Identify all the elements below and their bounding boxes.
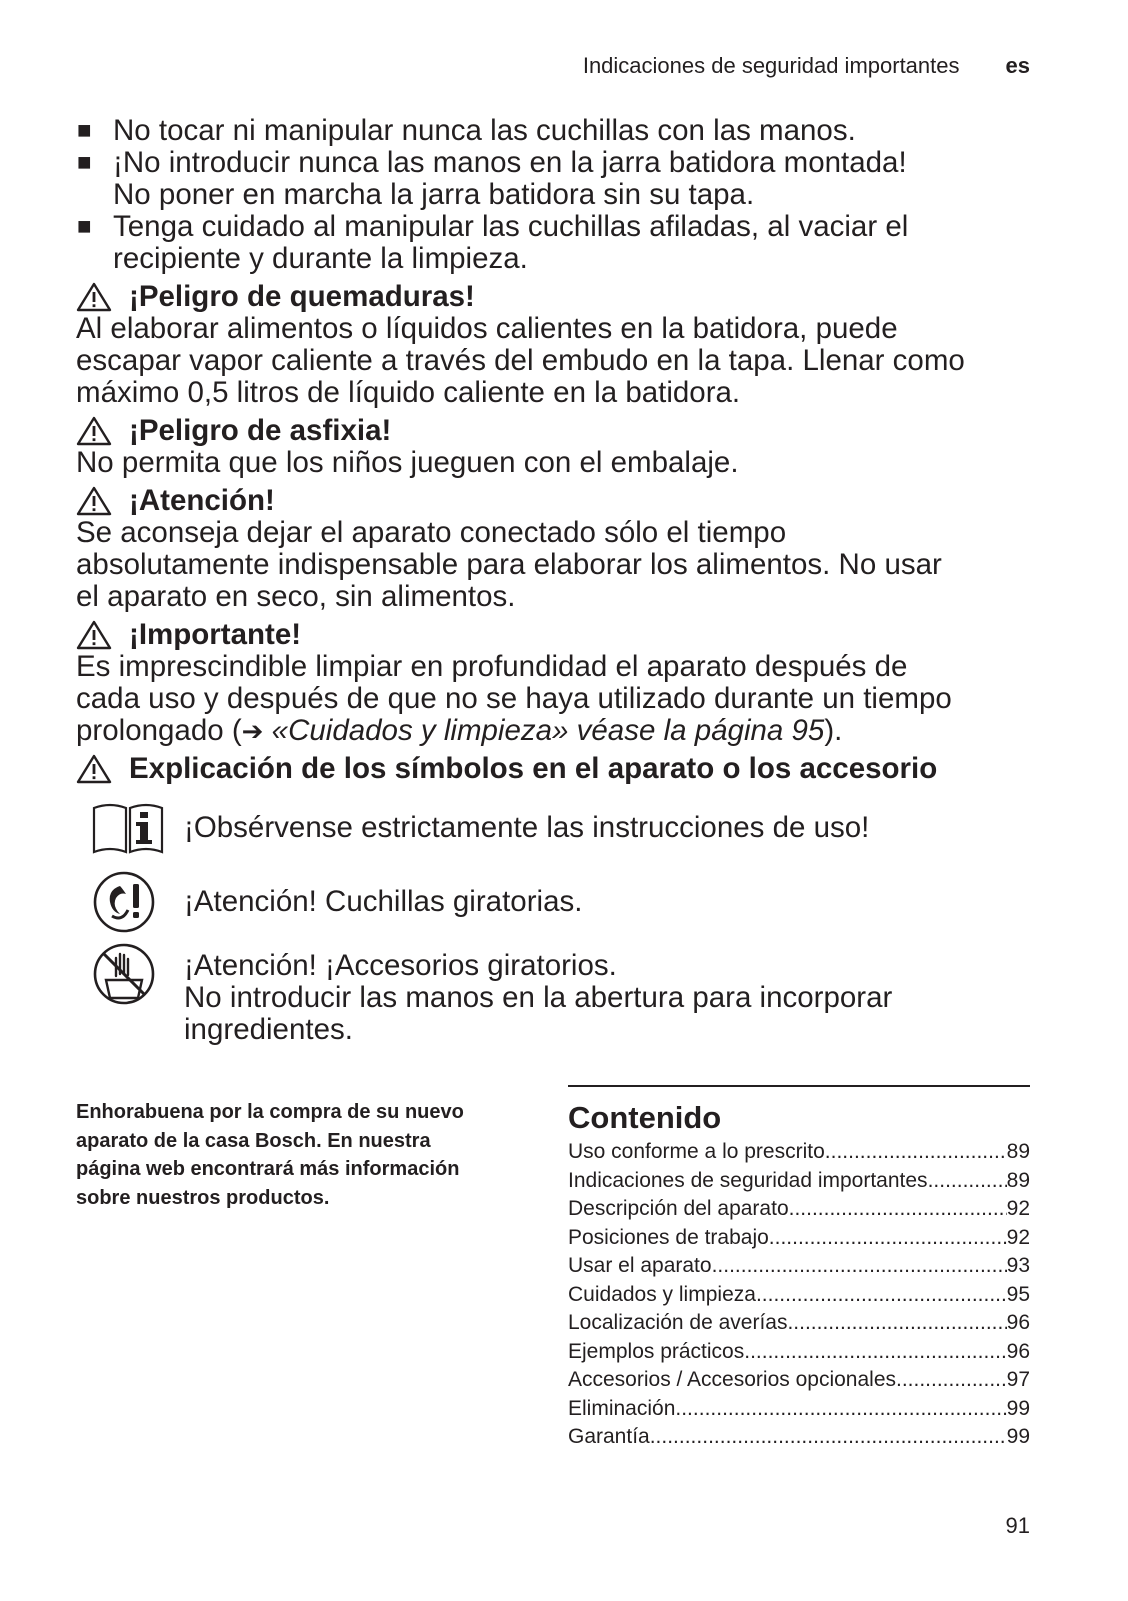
symbol-text: ¡Atención! Cuchillas giratorias. [184, 885, 583, 918]
arrow-right-icon: ➔ [241, 716, 264, 746]
warning-title: ¡Importante! [129, 618, 302, 651]
bullet-text: Tenga cuidado al manipular las cuchillas afiladas, al vaciar el [113, 210, 909, 243]
toc-leader-dots [769, 1224, 1007, 1253]
toc-entry-page: 92 [1006, 1197, 1030, 1220]
bullet-marker: ■ [77, 213, 92, 240]
page-number: 91 [1005, 1513, 1030, 1538]
toc-entry-label: Indicaciones de seguridad importantes [568, 1168, 928, 1192]
toc-leader-dots [825, 1138, 1007, 1167]
toc-entry-label: Accesorios / Accesorios opcionales [568, 1368, 896, 1391]
toc-entry-page: 99 [1006, 1396, 1030, 1420]
bullet-continuation [76, 179, 1056, 211]
toc-entry[interactable] [568, 1252, 1030, 1281]
toc-entry[interactable] [568, 1167, 1030, 1196]
toc-entry-page: 96 [1006, 1311, 1030, 1334]
toc-entry-label: Garantía [568, 1425, 650, 1448]
bullet-item [76, 147, 1056, 179]
bullet-text: No poner en marcha la jarra batidora sin su tapa. [113, 178, 755, 211]
welcome-line: sobre nuestros productos. [76, 1186, 330, 1209]
warning-heading-burn [76, 281, 1056, 313]
welcome-message [76, 1098, 546, 1212]
table-of-contents [568, 1085, 1030, 1452]
running-header [430, 53, 1030, 79]
toc-entry-label: Uso conforme a lo prescrito [568, 1140, 825, 1163]
warning-triangle-icon [76, 620, 112, 650]
warning-heading-important [76, 619, 1056, 651]
text-suffix: ). [824, 714, 843, 747]
toc-title: Contenido [568, 1100, 722, 1135]
warning-triangle-icon [76, 486, 112, 516]
toc-leader-dots [896, 1366, 1007, 1395]
toc-entry-label: Usar el aparato [568, 1254, 712, 1277]
toc-entry[interactable] [568, 1423, 1030, 1452]
toc-leader-dots [712, 1252, 1007, 1281]
toc-entry-page: 97 [1006, 1368, 1030, 1391]
welcome-line: página web encontrará más información [76, 1158, 460, 1180]
warning-triangle-icon [76, 754, 112, 784]
toc-list [568, 1138, 1030, 1452]
toc-leader-dots [675, 1395, 1006, 1424]
toc-entry-page: 89 [1006, 1140, 1030, 1163]
toc-entry[interactable] [568, 1395, 1030, 1424]
toc-entry-label: Eliminación [568, 1396, 676, 1420]
warning-text: No permita que los niños jueguen con el embalaje. [76, 446, 739, 479]
warning-heading-attention [76, 485, 1056, 517]
toc-entry-page: 93 [1006, 1254, 1030, 1277]
warning-text: el aparato en seco, sin alimentos. [76, 580, 516, 613]
toc-entry[interactable] [568, 1224, 1030, 1253]
toc-entry[interactable] [568, 1138, 1030, 1167]
toc-entry-page: 89 [1006, 1168, 1030, 1192]
toc-entry-label: Ejemplos prácticos [568, 1339, 745, 1363]
book-info-icon [92, 800, 164, 856]
symbol-text: ¡Atención! ¡Accesorios giratorios. [184, 949, 617, 982]
bullet-item [76, 211, 1056, 243]
warning-text: absolutamente indispensable para elaborar los alimentos. No usar [76, 548, 942, 581]
toc-entry-page: 95 [1006, 1282, 1030, 1306]
toc-leader-dots [928, 1167, 1007, 1196]
bullet-text: ¡No introducir nunca las manos en la jarra batidora montada! [113, 146, 907, 179]
warning-triangle-icon [76, 416, 112, 446]
warning-title: Explicación de los símbolos en el aparato o los accesorio [129, 752, 938, 785]
bullet-item [76, 115, 1056, 147]
bullet-continuation [76, 243, 1056, 275]
warning-title: ¡Atención! [129, 484, 275, 517]
cross-reference-link[interactable]: «Cuidados y limpieza» véase la página 95 [271, 714, 825, 747]
bullet-text: No tocar ni manipular nunca las cuchillas con las manos. [113, 114, 856, 147]
header-title: Indicaciones de seguridad importantes [582, 53, 960, 78]
bullet-text: recipiente y durante la limpieza. [113, 242, 528, 275]
warning-text: Se aconseja dejar el aparato conectado sólo el tiempo [76, 516, 787, 549]
toc-entry-label: Posiciones de trabajo [568, 1225, 769, 1249]
toc-leader-dots [787, 1309, 1006, 1338]
warning-heading-suffocation [76, 415, 1056, 447]
toc-entry[interactable] [568, 1338, 1030, 1367]
toc-entry[interactable] [568, 1309, 1030, 1338]
toc-leader-dots [756, 1281, 1007, 1310]
toc-entry-label: Descripción del aparato [568, 1197, 789, 1220]
warning-text [76, 715, 1056, 747]
symbol-text: ¡Obsérvense estrictamente las instrucciones de uso! [184, 811, 870, 844]
warning-text: Al elaborar alimentos o líquidos calientes en la batidora, puede [76, 312, 898, 345]
warning-text: máximo 0,5 litros de líquido caliente en la batidora. [76, 376, 741, 409]
warning-title: ¡Peligro de asfixia! [129, 414, 392, 447]
toc-entry-label: Cuidados y limpieza [568, 1282, 756, 1306]
symbol-text: ingredientes. [184, 1013, 353, 1046]
warning-title: ¡Peligro de quemaduras! [129, 280, 475, 313]
welcome-line: aparato de la casa Bosch. En nuestra [76, 1129, 431, 1152]
no-hands-in-opening-icon [92, 942, 156, 1006]
toc-entry-page: 99 [1006, 1425, 1030, 1448]
toc-entry[interactable] [568, 1195, 1030, 1224]
toc-entry[interactable] [568, 1366, 1030, 1395]
warning-text: Es imprescindible limpiar en profundidad el aparato después de [76, 650, 908, 683]
safety-content [76, 115, 1056, 785]
toc-entry-page: 92 [1006, 1225, 1030, 1249]
rotating-blade-warning-icon [92, 870, 156, 934]
symbol-text-block [184, 950, 1064, 1046]
welcome-line: Enhorabuena por la compra de su nuevo [76, 1101, 464, 1123]
bullet-marker: ■ [77, 117, 92, 144]
bullet-marker: ■ [77, 149, 92, 176]
toc-entry-page: 96 [1006, 1339, 1030, 1363]
toc-leader-dots [650, 1423, 1007, 1452]
text-prefix: prolongado ( [76, 714, 242, 747]
toc-entry-label: Localización de averías [568, 1311, 788, 1334]
warning-heading-symbols [76, 753, 1056, 785]
symbol-text: No introducir las manos en la abertura para incorporar [184, 981, 893, 1014]
warning-text: escapar vapor caliente a través del embudo en la tapa. Llenar como [76, 344, 965, 377]
toc-leader-dots [744, 1338, 1006, 1367]
language-code: es [1005, 53, 1030, 78]
toc-leader-dots [789, 1195, 1007, 1224]
warning-text: cada uso y después de que no se haya utilizado durante un tiempo [76, 682, 952, 715]
warning-triangle-icon [76, 282, 112, 312]
toc-entry[interactable] [568, 1281, 1030, 1310]
